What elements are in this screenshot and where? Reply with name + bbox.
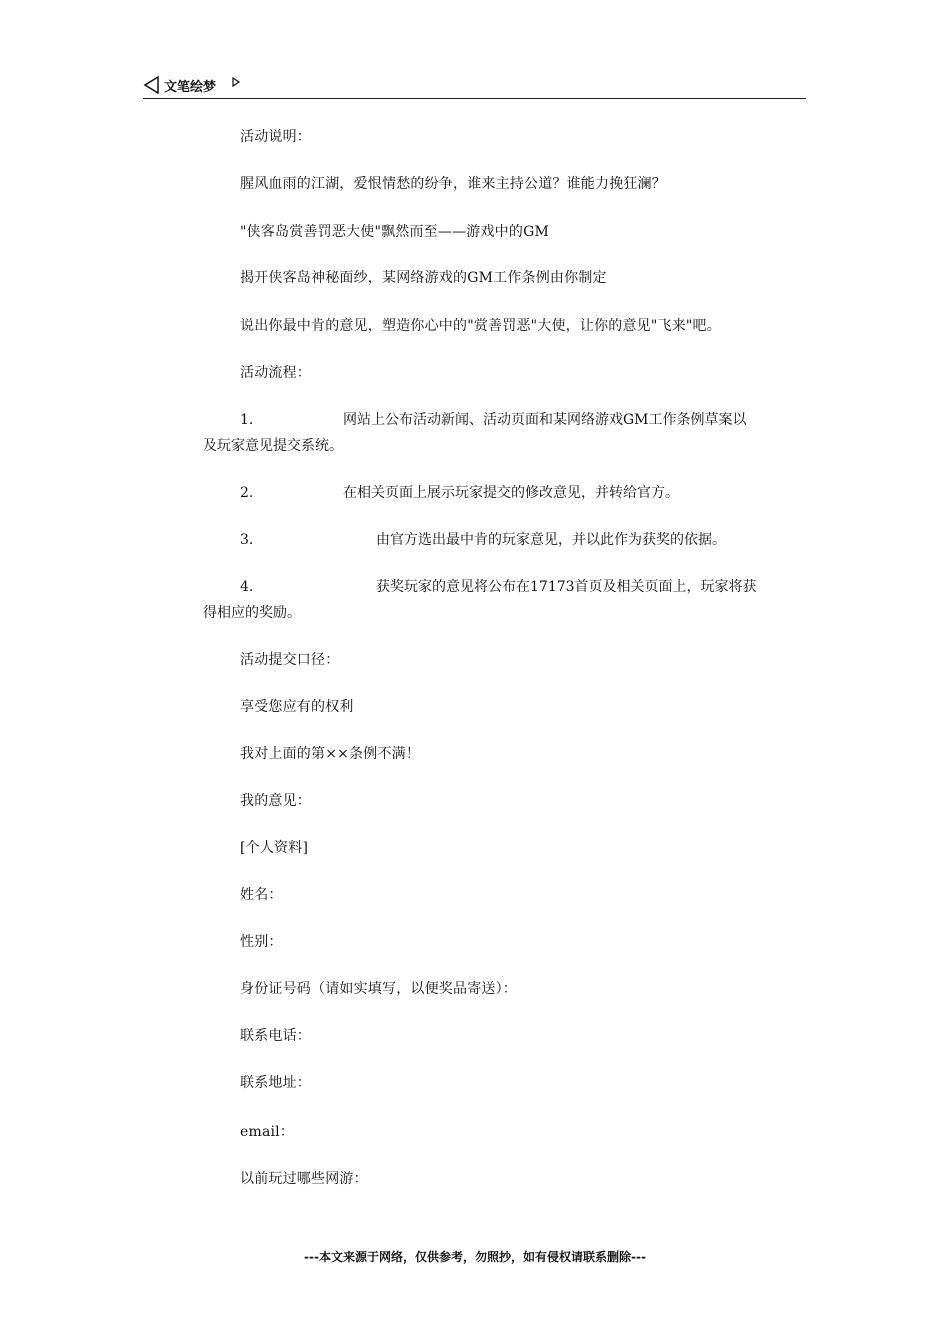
submit-line: [个人资料]	[240, 840, 309, 856]
intro-line: 腥风血雨的江湖，爱恨情愁的纷争，谁来主持公道？谁能力挽狂澜？	[240, 176, 666, 192]
submit-line: 联系电话：	[240, 1028, 311, 1044]
process-item-text: 在相关页面上展示玩家提交的修改意见，并转给官方。	[343, 485, 679, 501]
submit-line: 以前玩过哪些网游：	[240, 1171, 368, 1187]
submit-line: 我的意见：	[240, 793, 311, 809]
process-item-text: 获奖玩家的意见将公布在17173首页及相关页面上，玩家将获	[376, 579, 757, 595]
process-item-text: 网站上公布活动新闻、活动页面和某网络游戏GM工作条例草案以	[343, 412, 747, 428]
process-heading: 活动流程：	[240, 365, 311, 381]
intro-line: 揭开侠客岛神秘面纱，某网络游戏的GM工作条例由你制定	[240, 270, 607, 286]
submit-line: email：	[240, 1124, 295, 1140]
process-item-number: 1.	[240, 412, 254, 428]
submit-line: 姓名：	[240, 887, 283, 903]
header-title: 文笔绘梦	[164, 80, 217, 95]
submit-heading: 活动提交口径：	[240, 652, 340, 668]
process-item-text: 由官方选出最中肯的玩家意见，并以此作为获奖的依据。	[376, 532, 726, 548]
triangle-left-icon	[143, 75, 161, 95]
process-item-number: 4.	[240, 579, 254, 595]
process-item-number: 2.	[240, 485, 254, 501]
submit-line: 性别：	[240, 934, 283, 950]
process-item-text-cont: 及玩家意见提交系统。	[203, 438, 343, 454]
triangle-right-icon	[231, 76, 241, 88]
submit-line: 联系地址：	[240, 1075, 311, 1091]
submit-line: 享受您应有的权利	[240, 699, 354, 715]
process-item-number: 3.	[240, 532, 254, 548]
page-header	[143, 74, 806, 99]
submit-line: 我对上面的第××条例不满！	[240, 746, 421, 762]
process-item-text-cont: 得相应的奖励。	[203, 605, 301, 621]
intro-line: 说出你最中肯的意见，塑造你心中的"赏善罚恶"大使，让你的意见"飞来"吧。	[240, 318, 721, 334]
intro-line: "侠客岛赏善罚恶大使"飘然而至——游戏中的GM	[240, 224, 549, 240]
intro-heading: 活动说明：	[240, 129, 311, 145]
footer-disclaimer: ---本文来源于网络，仅供参考，勿照抄，如有侵权请联系删除---	[304, 1250, 646, 1264]
submit-line: 身份证号码（请如实填写，以便奖品寄送）：	[240, 981, 517, 997]
